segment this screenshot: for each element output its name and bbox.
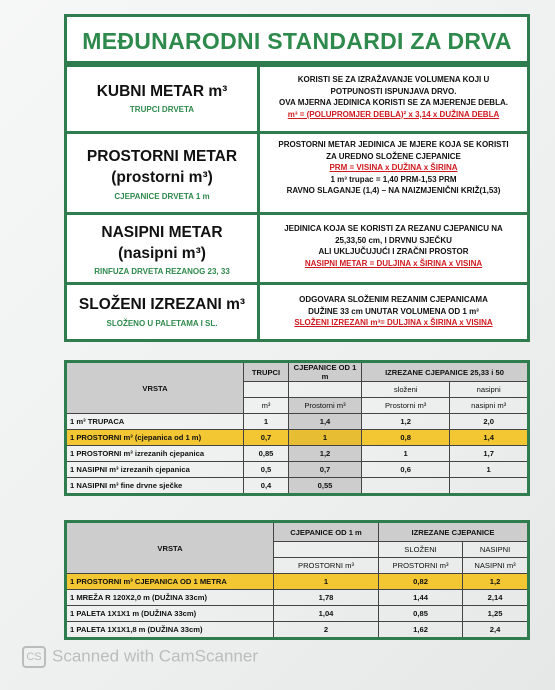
cell-value: 0,7: [244, 430, 289, 446]
table-row: [66, 606, 529, 622]
cell-value: 1,44: [379, 590, 463, 606]
row-label: 1 PALETA 1X1X1 m (DUŽINA 33cm): [66, 606, 274, 622]
row-label: 1 PALETA 1X1X1,8 m (DUŽINA 33cm): [66, 622, 274, 639]
cell-value: 0,5: [244, 462, 289, 478]
unit-desc-line: ODGOVARA SLOŽENIM REZANIM CJEPANICAMA: [299, 295, 488, 304]
unit-desc-line: POTPUNOSTI ISPUNJAVA DRVO.: [330, 86, 457, 96]
camscanner-icon: CS: [22, 646, 46, 668]
unit-formula: m³ = (POLUPROMJER DEBLA)² x 3,14 x DUŽINA DEBLA: [287, 109, 500, 119]
unit-formula: NASIPNI METAR = DULJINA x ŠIRINA x VISINA: [304, 258, 483, 268]
cell-value: 1,04: [274, 606, 379, 622]
unit-subtitle: TRUPCI DRVETA: [129, 105, 195, 114]
col-header-vrsta: VRSTA: [66, 362, 244, 414]
table-header-row: [66, 362, 529, 382]
conversion-table-2: [64, 520, 530, 640]
unit-m3: m³: [244, 398, 289, 414]
cell-value: 1,2: [289, 446, 362, 462]
unit-desc-line: PROSTORNI METAR JEDINICA JE MJERE KOJA SE KORISTI: [278, 140, 509, 149]
cell-value: 1,2: [463, 574, 529, 590]
unit-extra-line: 1 m³ trupac = 1,40 PRM-1,53 PRM: [330, 174, 457, 184]
unit-subtitle: RINFUZA DRVETA REZANOG 23, 33: [94, 267, 230, 276]
unit-name: NASIPNI METAR: [101, 224, 223, 241]
unit-subtitle: SLOŽENO U PALETAMA I SL.: [106, 319, 218, 328]
table-header-row: [66, 522, 529, 542]
unit-nasipni: NASIPNI m³: [463, 558, 529, 574]
cell-value: 1: [274, 574, 379, 590]
col-header-cjepanice: CJEPANICE OD 1 m: [289, 362, 362, 382]
cell-value: 0,7: [289, 462, 362, 478]
unit-subtitle: CJEPANICE DRVETA 1 m: [114, 192, 210, 201]
col-header-slozeni: SLOŽENI: [379, 542, 463, 558]
conversion-table-1: [64, 360, 530, 496]
cell-value: 1: [244, 414, 289, 430]
unit-desc-line: ZA UREDNO SLOŽENE CJEPANICE: [326, 151, 461, 161]
unit-name-alt: (nasipni m³): [118, 245, 206, 262]
table-row-highlighted: [66, 430, 529, 446]
row-label: 1 m³ TRUPACA: [66, 414, 244, 430]
unit-row-slozeni: [67, 285, 527, 339]
unit-row-kubni: [67, 67, 527, 131]
unit-formula: PRM = VISINA x DUŽINA x ŠIRINA: [329, 163, 458, 172]
table-row: [66, 446, 529, 462]
scanner-watermark: [22, 646, 258, 668]
cell-value: 0,82: [379, 574, 463, 590]
cell-value: 1,2: [362, 414, 450, 430]
cell-value: 1,78: [274, 590, 379, 606]
unit-desc-line: JEDINICA KOJA SE KORISTI ZA REZANU CJEPANICU NA: [284, 224, 503, 233]
cell-value: [450, 478, 529, 495]
table-row: [66, 590, 529, 606]
unit-row-nasipni: [67, 215, 527, 282]
cell-value: 1: [289, 430, 362, 446]
cell-value: 1: [362, 446, 450, 462]
unit-desc-line: DUŽINE 33 cm UNUTAR VOLUMENA OD 1 m³: [308, 306, 479, 316]
cell-value: 1,4: [450, 430, 529, 446]
unit-name-alt: (prostorni m³): [111, 169, 213, 186]
cell-value: 0,85: [244, 446, 289, 462]
table-row: [66, 478, 529, 495]
col-header-nasipni: NASIPNI: [463, 542, 529, 558]
cell-value: [362, 478, 450, 495]
unit-extra-line: RAVNO SLAGANJE (1,4) – NA NAIZMJENIČNI KRIŽ(1,53): [286, 186, 501, 195]
units-info-grid: [64, 64, 530, 342]
cell-value: 1,62: [379, 622, 463, 639]
unit-desc-line: ALI UKLJUČUJUĆI I ZRAČNI PROSTOR: [318, 247, 469, 256]
cell-value: 2,4: [463, 622, 529, 639]
unit-desc-line: KORISTI SE ZA IZRAŽAVANJE VOLUMENA KOJI U: [297, 75, 490, 84]
row-label: 1 PROSTORNI m³ CJEPANICA OD 1 METRA: [66, 574, 274, 590]
unit-prostorni: Prostorni m³: [362, 398, 450, 414]
watermark-text: Scanned with CamScanner: [52, 646, 259, 666]
cell-value: 1,7: [450, 446, 529, 462]
col-header-cjepanice: CJEPANICE OD 1 m: [274, 522, 379, 542]
cell-value: 1: [450, 462, 529, 478]
table-row-highlighted: [66, 574, 529, 590]
table-row: [66, 622, 529, 639]
unit-desc-line: 25,33,50 cm, I DRVNU SJEČKU: [335, 235, 452, 245]
cell-value: 0,6: [362, 462, 450, 478]
col-header-slozeni: složeni: [362, 382, 450, 398]
unit-row-prostorni: [67, 134, 527, 212]
page-title: MEĐUNARODNI STANDARDI ZA DRVA: [82, 28, 512, 54]
row-label: 1 MREŽA R 120X2,0 m (DUŽINA 33cm): [66, 590, 274, 606]
unit-name: SLOŽENI IZREZANI m³: [78, 296, 246, 313]
col-header-vrsta: VRSTA: [66, 522, 274, 574]
title-banner: [64, 14, 530, 64]
cell-value: 0,55: [289, 478, 362, 495]
cell-value: 0,85: [379, 606, 463, 622]
row-label: 1 NASIPNI m³ izrezanih cjepanica: [66, 462, 244, 478]
cell-value: 2: [274, 622, 379, 639]
table-row: [66, 462, 529, 478]
unit-prostorni: PROSTORNI m³: [379, 558, 463, 574]
cell-value: 1,25: [463, 606, 529, 622]
row-label: 1 PROSTORNI m³ izrezanih cjepanica: [66, 446, 244, 462]
unit-formula: SLOŽENI IZREZANI m³= DULJINA x ŠIRINA x VISINA: [294, 318, 493, 327]
row-label: 1 PROSTORNI m³ (cjepanica od 1 m): [66, 430, 244, 446]
row-label: 1 NASIPNI m³ fine drvne sječke: [66, 478, 244, 495]
unit-prostorni: PROSTORNI m³: [274, 558, 379, 574]
col-header-trupci: TRUPCI: [244, 362, 289, 382]
cell-value: 2,14: [463, 590, 529, 606]
unit-name: KUBNI METAR m³: [96, 83, 228, 100]
unit-prostorni: Prostorni m³: [289, 398, 362, 414]
col-header-izrezane: IZREZANE CJEPANICE: [379, 522, 529, 542]
cell-value: 2,0: [450, 414, 529, 430]
col-header-izrezane: IZREZANE CJEPANICE 25,33 i 50: [362, 362, 529, 382]
unit-desc-line: OVA MJERNA JEDINICA KORISTI SE ZA MJERENJE DEBLA.: [279, 98, 508, 107]
cell-value: 0,8: [362, 430, 450, 446]
cell-value: 0,4: [244, 478, 289, 495]
cell-value: 1,4: [289, 414, 362, 430]
unit-name: PROSTORNI METAR: [86, 148, 238, 165]
table-row: [66, 414, 529, 430]
col-header-nasipni: nasipni: [450, 382, 529, 398]
unit-nasipni: nasipni m³: [450, 398, 529, 414]
